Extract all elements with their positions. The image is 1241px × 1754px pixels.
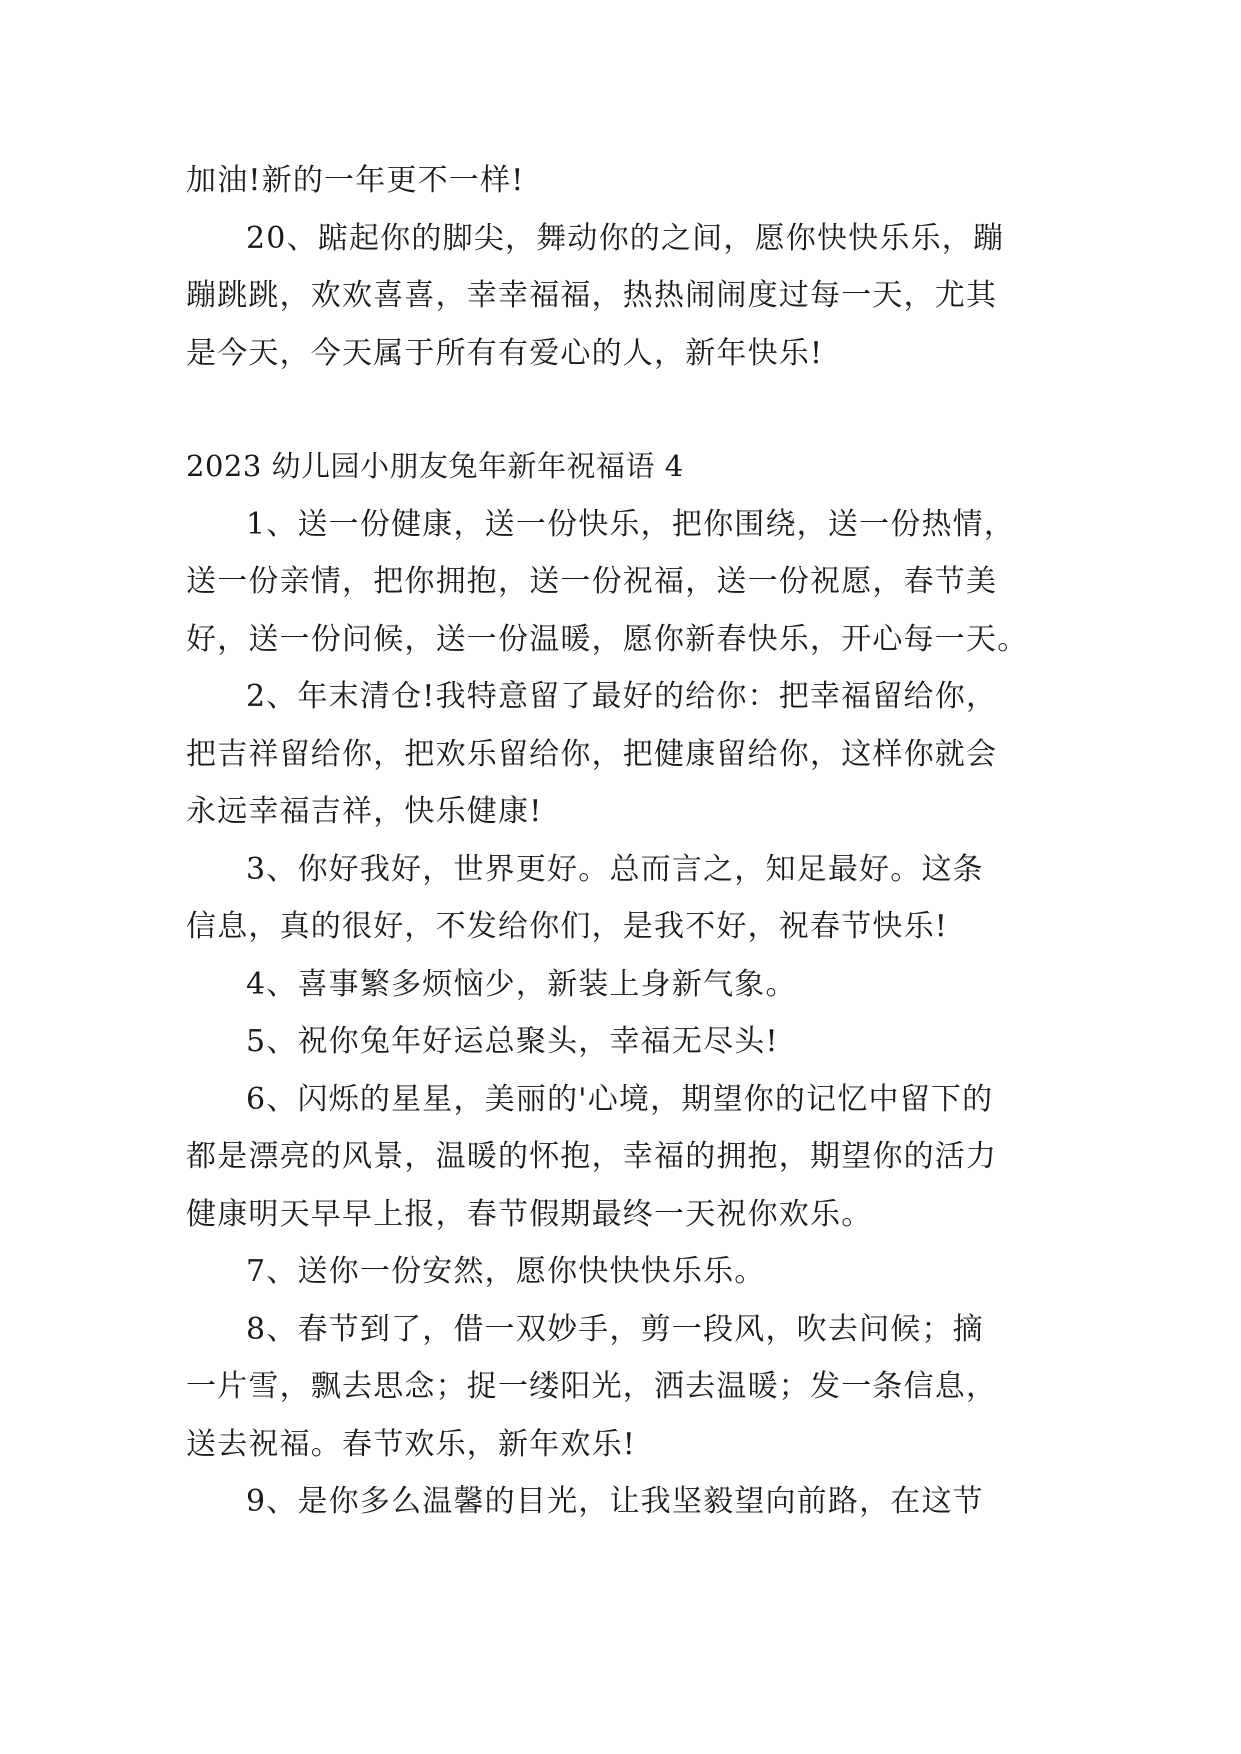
intro-line: 加油!新的一年更不一样! xyxy=(186,163,525,198)
paragraph-line: 永远幸福吉祥，快乐健康! xyxy=(186,794,543,829)
paragraph-line: 好，送一份问候，送一份温暖，愿你新春快乐，开心每一天。 xyxy=(186,621,1029,657)
paragraph-line: 把吉祥留给你，把欢乐留给你，把健康留给你，这样你就会 xyxy=(186,736,998,772)
item-1-paragraph xyxy=(186,496,1066,669)
paragraph-line: 7、送你一份安然，愿你快快快乐乐。 xyxy=(246,1254,766,1289)
paragraph-line: 送一份亲情，把你拥抱，送一份祝福，送一份祝愿，春节美 xyxy=(186,564,998,599)
section-title: 2023 幼儿园小朋友兔年新年祝福语 4 xyxy=(186,449,684,483)
paragraph-line: 一片雪，飘去思念；捉一缕阳光，洒去温暖；发一条信息， xyxy=(186,1369,998,1404)
document-body xyxy=(186,152,1066,1531)
paragraph-line: 信息，真的很好，不发给你们，是我不好，祝春节快乐! xyxy=(186,909,949,944)
item-3-paragraph xyxy=(186,841,1066,956)
item-4-paragraph xyxy=(186,956,1066,1014)
paragraph-line: 蹦跳跳，欢欢喜喜，幸幸福福，热热闹闹度过每一天，尤其 xyxy=(186,278,998,313)
item-6-paragraph xyxy=(186,1071,1066,1244)
item-5-paragraph xyxy=(186,1013,1066,1071)
paragraph-line: 4、喜事繁多烦恼少，新装上身新气象。 xyxy=(246,966,797,1002)
item-8-paragraph xyxy=(186,1301,1066,1474)
paragraph-line: 5、祝你兔年好运总聚头，幸福无尽头! xyxy=(246,1024,779,1059)
paragraph-line: 9、是你多么温馨的目光，让我坚毅望向前路，在这节 xyxy=(246,1484,984,1519)
item-2-paragraph xyxy=(186,668,1066,841)
paragraph-line: 8、春节到了，借一双妙手，剪一段风，吹去问候；摘 xyxy=(246,1311,984,1347)
paragraph-line: 送去祝福。春节欢乐，新年欢乐! xyxy=(186,1426,637,1462)
paragraph-line: 是今天，今天属于所有有爱心的人，新年快乐! xyxy=(186,335,824,371)
item-7-paragraph xyxy=(186,1243,1066,1301)
paragraph-line: 1、送一份健康，送一份快乐，把你围绕，送一份热情， xyxy=(246,506,1016,542)
paragraph-line: 6、闪烁的星星，美丽的'心境，期望你的记忆中留下的 xyxy=(246,1081,994,1117)
paragraph-line: 健康明天早早上报，春节假期最终一天祝你欢乐。 xyxy=(186,1196,873,1232)
paragraph-line: 都是漂亮的风景，温暖的怀抱，幸福的拥抱，期望你的活力 xyxy=(186,1139,998,1174)
paragraph-line: 2、年末清仓!我特意留了最好的给你：把幸福留给你， xyxy=(246,679,998,714)
paragraph-line: 3、你好我好，世界更好。总而言之，知足最好。这条 xyxy=(246,851,984,887)
item-20-paragraph xyxy=(186,210,1066,383)
item-9-paragraph xyxy=(186,1473,1066,1531)
paragraph-line: 20、踮起你的脚尖，舞动你的之间，愿你快快乐乐，蹦 xyxy=(246,220,1005,256)
